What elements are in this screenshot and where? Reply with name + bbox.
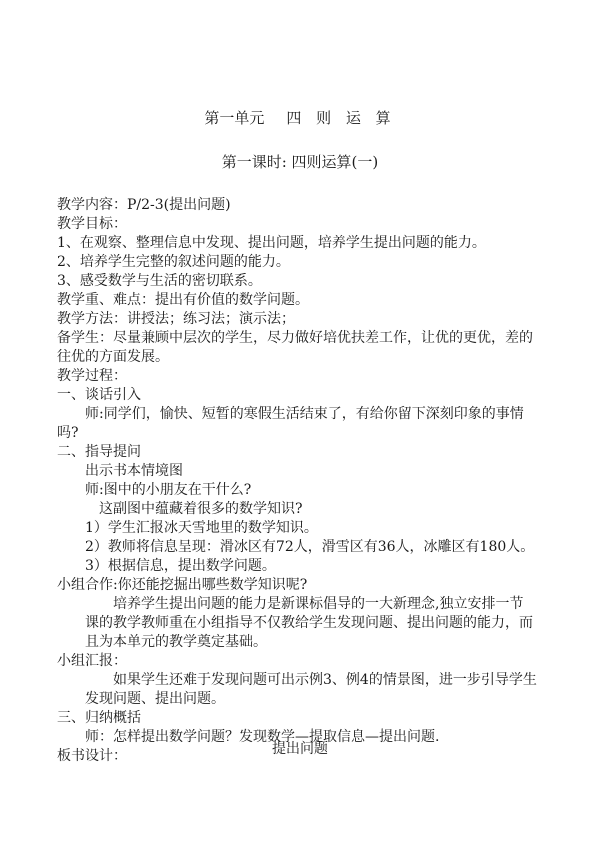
text-line: 往优的方面发展。 bbox=[57, 349, 169, 365]
text-line: 二、指导提问 bbox=[57, 444, 141, 460]
text-line: 3）根据信息，提出数学问题。 bbox=[85, 558, 276, 574]
text-line: 板书设计： bbox=[57, 748, 127, 764]
lesson-title: 第一课时: 四则运算(一) bbox=[221, 153, 379, 171]
text-line: 师:图中的小朋友在干什么? bbox=[85, 482, 252, 498]
text-line: 3、感受数学与生活的密切联系。 bbox=[57, 273, 262, 289]
text-line: 如果学生还难于发现问题可出示例3、例4的情景图，进一步引导学生 bbox=[113, 672, 537, 688]
text-line: 师：怎样提出数学问题？发现数学—提取信息—提出问题. bbox=[85, 729, 440, 745]
text-line: 2）教师将信息呈现：滑冰区有72人，滑雪区有36人，冰雕区有180人。 bbox=[85, 539, 535, 555]
text-line: 备学生：尽量兼顾中层次的学生，尽力做好培优扶差工作，让优的更优，差的 bbox=[57, 330, 533, 346]
unit-title-name: 四 则 运 算 bbox=[286, 109, 396, 127]
text-line: 小组合作:你还能挖掘出哪些数学知识呢? bbox=[57, 577, 308, 593]
text-line: 小组汇报： bbox=[57, 653, 127, 669]
text-line: 师:同学们，愉快、短暂的寒假生活结束了，有给你留下深刻印象的事情 bbox=[85, 406, 524, 422]
board-design-title: 提出问题 bbox=[272, 741, 328, 757]
text-line: 发现问题、提出问题。 bbox=[85, 691, 225, 707]
text-line: 吗? bbox=[57, 425, 79, 441]
text-line: 教学方法：讲授法；练习法；演示法； bbox=[57, 311, 295, 327]
unit-title-prefix: 第一单元 bbox=[204, 109, 265, 127]
text-line: 2、培养学生完整的叙述问题的能力。 bbox=[57, 254, 290, 270]
text-line: 这副图中蕴藏着很多的数学知识? bbox=[99, 501, 303, 517]
text-line: 且为本单元的教学奠定基础。 bbox=[85, 634, 267, 650]
text-line: 课的教学教师重在小组指导不仅教给学生发现问题、提出问题的能力，而 bbox=[85, 615, 533, 631]
text-line: 出示书本情境图 bbox=[85, 463, 183, 479]
unit-title bbox=[0, 107, 600, 128]
text-line: 教学重、难点：提出有价值的数学问题。 bbox=[57, 292, 309, 308]
text-line: 一、谈话引入 bbox=[57, 387, 141, 403]
text-line: 三、归纳概括 bbox=[57, 710, 141, 726]
text-line: 教学过程： bbox=[57, 368, 127, 384]
text-line: 1、在观察、整理信息中发现、提出问题，培养学生提出问题的能力。 bbox=[57, 235, 486, 251]
text-line: 教学目标： bbox=[57, 216, 127, 232]
text-line: 1）学生汇报冰天雪地里的数学知识。 bbox=[85, 520, 318, 536]
text-line: 教学内容：P/2-3(提出问题) bbox=[57, 197, 231, 213]
text-line: 培养学生提出问题的能力是新课标倡导的一大新理念,独立安排一节 bbox=[113, 596, 524, 612]
